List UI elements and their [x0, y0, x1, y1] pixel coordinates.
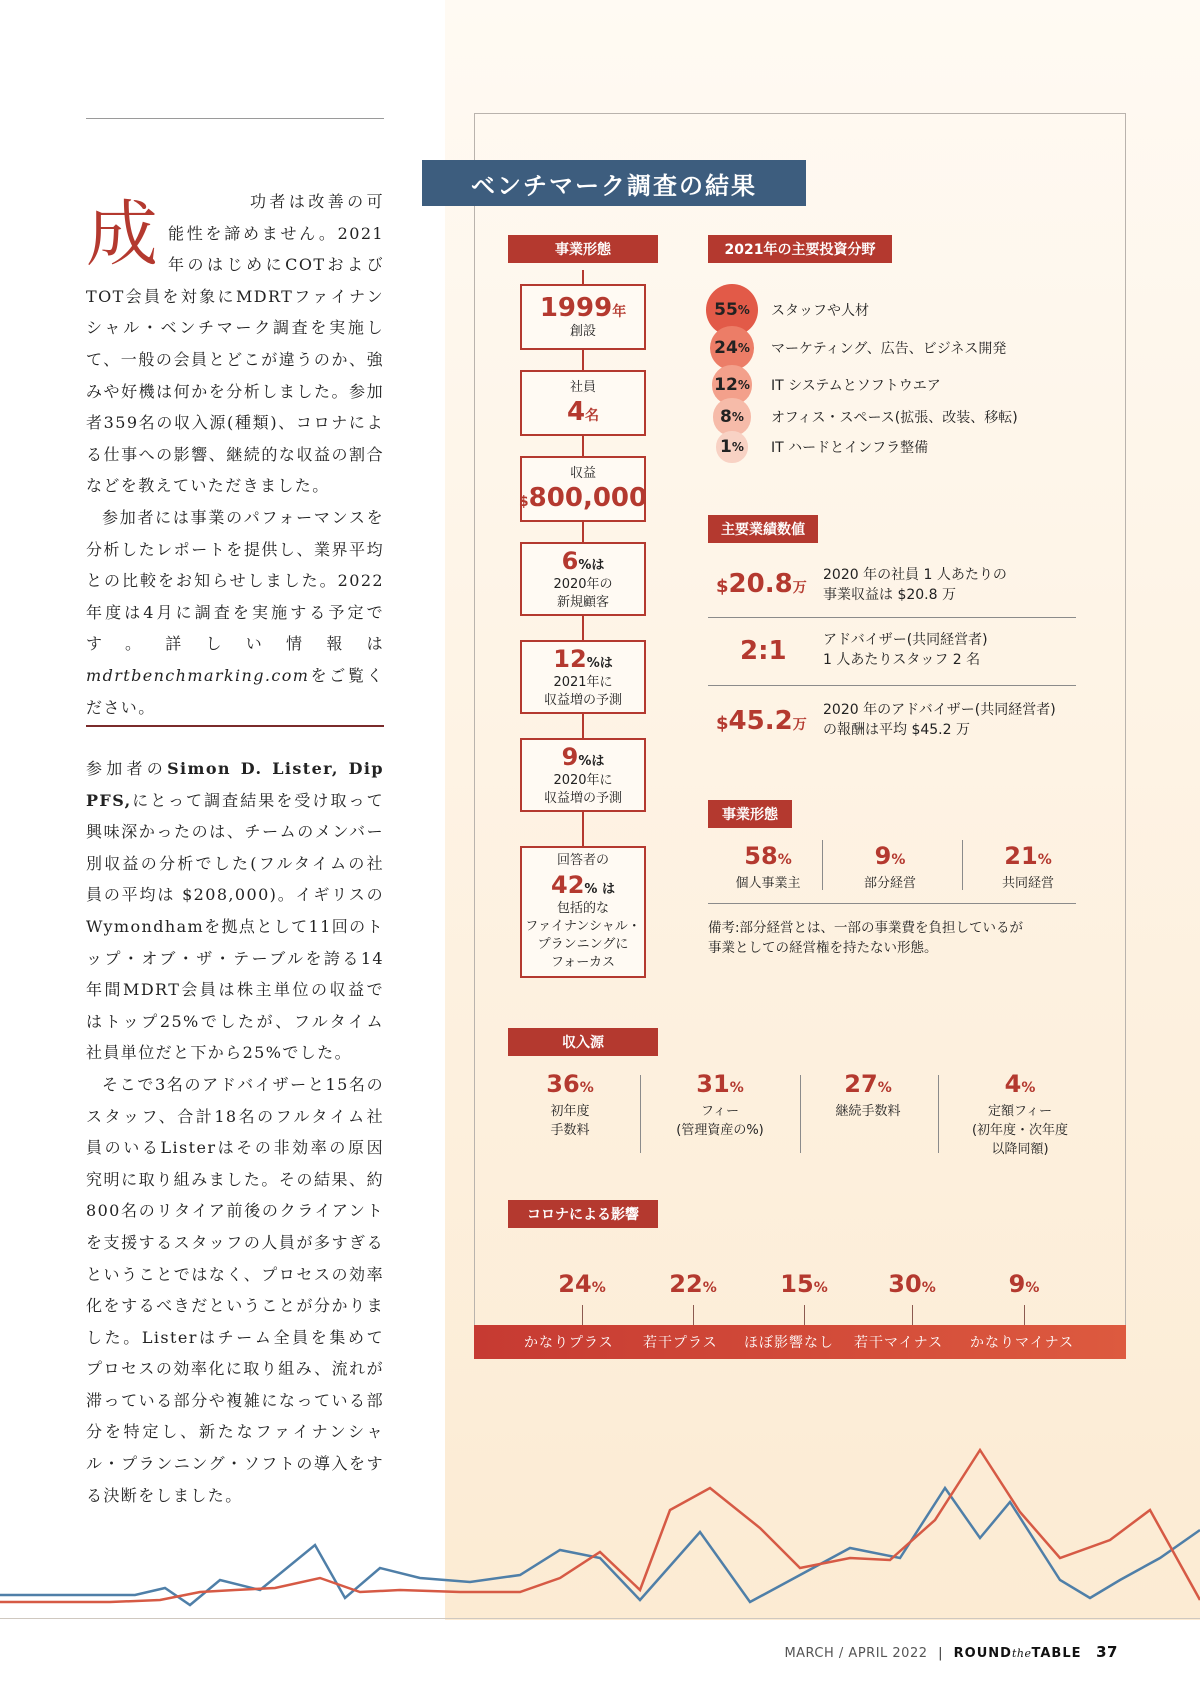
focus-line1: 包括的な: [556, 901, 609, 916]
investment-tag: 2021年の主要投資分野: [708, 235, 892, 263]
kpi-row-3: [708, 686, 1076, 756]
investment-label-5: IT ハードとインフラ整備: [771, 440, 929, 456]
footer-rule: [0, 1618, 1200, 1619]
revenue-currency: $: [518, 494, 529, 510]
investment-circle-4: [713, 398, 750, 435]
structure-stats: [708, 838, 1076, 904]
covid-label-2: 若干プラス: [643, 1335, 718, 1351]
kpi-desc-2: [823, 630, 988, 670]
kpi-cur-1: $: [716, 576, 729, 597]
covid-unit-1: %: [591, 1280, 606, 1296]
kpi-unit-3: 万: [792, 717, 807, 733]
footer-brand-round: ROUND: [953, 1646, 1012, 1661]
footer-separator: |: [938, 1646, 944, 1661]
covid-tick-2: [693, 1305, 694, 1325]
covid-value-1: 24: [558, 1270, 592, 1298]
growth-2020-line2: 収益増の予測: [543, 791, 622, 806]
kpi-num-2: 2:1: [740, 636, 787, 666]
income-line1-3: 継続手数料: [835, 1104, 901, 1119]
new-clients-line1: 2020年の: [553, 577, 613, 592]
kpi-value-2: [740, 636, 787, 666]
article-paragraph-4-text: そこで3名のアドバイザーと15名のスタッフ、合計18名のフルタイム社員のいるListerはその非効率の原因究明に取り組みました。その結果、約800名のリタイア前後のクライアントを支援するスタッフの人員が多すぎるということではなく、プロセスの効率化をするべきだということが分かりました。Listerはチーム全員を集めてプロセスの効率化に取り組み、流れが滞っている部分や複雑になっている部分を特定し、新たなファイナンシャル・プランニング・ソフトの導入をする決断をしました。: [86, 1074, 384, 1505]
covid-stat-5: [974, 1270, 1074, 1298]
staff-box: [520, 370, 646, 436]
structure-stat-2: [830, 842, 950, 893]
growth-2021-line1: 2021年に: [553, 675, 613, 690]
covid-bar: [474, 1325, 1126, 1359]
investment-label-2: マーケティング、広告、ビジネス開発: [771, 341, 1007, 357]
investment-unit-1: %: [737, 302, 750, 317]
investment-unit-5: %: [731, 439, 744, 454]
kpi-row-1: [708, 555, 1076, 618]
investment-unit-2: %: [737, 340, 750, 355]
growth-2020-value: 9: [561, 743, 579, 771]
investment-label-3: IT システムとソフトウエア: [771, 378, 941, 394]
structure-unit-1: %: [777, 852, 792, 868]
structure-note: [708, 918, 1023, 958]
covid-label-5: かなりマイナス: [970, 1335, 1075, 1351]
covid-stat-4: [862, 1270, 962, 1298]
kpi-row-2: [708, 618, 1076, 686]
focus-line0: 回答者の: [556, 853, 609, 868]
covid-tick-4: [912, 1305, 913, 1325]
benchmark-link[interactable]: mdrtbenchmarking.com: [86, 665, 310, 685]
investment-label-1: スタッフや人材: [771, 303, 869, 319]
focus-unit: % は: [584, 882, 615, 897]
growth-2020-unit: %は: [578, 754, 605, 769]
income-stat-2: [650, 1070, 790, 1140]
article-column-2: [86, 753, 384, 1511]
infographic-title: ベンチマーク調査の結果: [422, 160, 806, 206]
article-paragraph-2-end: をご覧ください。: [86, 665, 384, 717]
income-divider-3: [938, 1075, 939, 1153]
structure-divider-2: [962, 840, 963, 890]
growth-2020-box: [520, 738, 646, 812]
income-stat-3: [798, 1070, 938, 1121]
structure-stat-1: [708, 842, 828, 893]
drop-cap: 成: [86, 192, 159, 276]
structure-value-2: 9: [874, 842, 892, 870]
growth-2021-box: [520, 640, 646, 714]
covid-label-1: かなりプラス: [524, 1335, 614, 1351]
kpi-desc-3: [823, 700, 1056, 740]
investment-circle-2: [710, 326, 754, 370]
structure-value-3: 21: [1004, 842, 1038, 870]
covid-unit-3: %: [813, 1280, 828, 1296]
covid-label-4: 若干マイナス: [854, 1335, 944, 1351]
income-line2-4: (初年度・次年度: [971, 1123, 1069, 1138]
investment-value-4: 8: [720, 406, 732, 427]
kpi-cur-3: $: [716, 713, 729, 734]
income-value-4: 4: [1004, 1070, 1022, 1098]
income-tag: 収入源: [508, 1028, 658, 1056]
covid-tag: コロナによる影響: [508, 1200, 658, 1228]
investment-value-2: 24: [714, 337, 738, 358]
kpi-value-3: [716, 706, 807, 736]
income-stat-4: [950, 1070, 1090, 1159]
section-rule: [86, 725, 384, 727]
income-line2-2: (管理資産の%): [676, 1123, 764, 1138]
covid-value-5: 9: [1008, 1270, 1026, 1298]
investment-value-1: 55: [714, 299, 738, 320]
focus-line3: プランニングに: [537, 937, 629, 952]
covid-unit-4: %: [921, 1280, 936, 1296]
kpi-desc-2a: アドバイザー(共同経営者): [823, 632, 988, 648]
top-rule: [86, 118, 384, 119]
member-name: Simon D. Lister, Dip PFS,: [86, 759, 384, 810]
founded-value: 1999: [539, 293, 613, 323]
covid-stat-2: [643, 1270, 743, 1298]
income-line1-4: 定額フィー: [988, 1104, 1052, 1119]
structure-divider-1: [822, 840, 823, 890]
kpi-num-1: 20.8: [728, 569, 793, 599]
article-paragraph-3-b: にとって調査結果を受け取って興味深かったのは、チームのメンバー別収益の分析でした(フルタイムの社員の平均は $208,000)。イギリスのWymondhamを拠点として11回のトップ・オブ・ザ・テーブルを誇る14年間MDRT会員は株主単位の収益ではトップ25%でしたが、フルタイム社員単位だと下から25%でした。: [86, 790, 384, 1063]
structure-note-1: 備考:部分経営とは、一部の事業費を負担しているが: [708, 920, 1024, 936]
income-stats: [500, 1070, 1100, 1160]
growth-2021-value: 12: [553, 645, 587, 673]
revenue-box: [520, 456, 646, 522]
business-profile-tag: 事業形態: [508, 235, 658, 263]
structure-label-1: 個人事業主: [735, 876, 801, 891]
decorative-line-graphic: [0, 1440, 1200, 1620]
footer-issue: MARCH / APRIL 2022: [784, 1646, 928, 1661]
income-line3-4: 以降同額): [991, 1142, 1049, 1157]
focus-line2: ファイナンシャル・: [525, 919, 641, 934]
founded-label: 創設: [569, 324, 596, 339]
kpi-desc-2b: 1 人あたりスタッフ 2 名: [823, 652, 981, 668]
founded-unit: 年: [612, 304, 627, 320]
focus-box: [520, 846, 646, 978]
article-paragraph-1: [86, 186, 384, 502]
kpi-tag: 主要業績数値: [708, 515, 818, 543]
focus-value: 42: [551, 871, 585, 899]
covid-value-4: 30: [888, 1270, 922, 1298]
decorative-red-line: [0, 1450, 1200, 1602]
kpi-desc-3b: の報酬は平均 $45.2 万: [823, 722, 970, 738]
staff-unit: 名: [585, 408, 600, 424]
article-paragraph-1-text: 功者は改善の可能性を諦めません。2021年のはじめにCOTおよびTOT会員を対象にMDRTファイナンシャル・ベンチマーク調査を実施して、一般の会員とどこが違うのか、強みや好機は何かを分析しました。参加者359名の収入源(種類)、コロナによる仕事への影響、継続的な収益の割合などを教えていただきました。: [86, 192, 384, 496]
covid-tick-1: [582, 1305, 583, 1325]
covid-tick-3: [804, 1305, 805, 1325]
income-value-3: 27: [844, 1070, 878, 1098]
covid-unit-2: %: [702, 1280, 717, 1296]
investment-label-4: オフィス・スペース(拡張、改装、移転): [771, 410, 1018, 426]
kpi-desc-1: [823, 565, 1007, 605]
covid-stat-1: [532, 1270, 632, 1298]
income-unit-2: %: [729, 1080, 744, 1096]
footer-brand-the: the: [1011, 1647, 1032, 1660]
revenue-value: 800,000: [528, 483, 648, 513]
structure-label-3: 共同経営: [1001, 876, 1054, 891]
structure-unit-3: %: [1037, 852, 1052, 868]
income-line1-2: フィー: [701, 1104, 739, 1119]
covid-unit-5: %: [1025, 1280, 1040, 1296]
income-divider-1: [640, 1075, 641, 1153]
covid-value-3: 15: [780, 1270, 814, 1298]
revenue-label: 収益: [569, 466, 596, 481]
structure-label-2: 部分経営: [863, 876, 916, 891]
income-line2-1: 手数料: [550, 1123, 590, 1138]
structure-tag: 事業形態: [708, 800, 792, 828]
growth-2020-line1: 2020年に: [553, 773, 613, 788]
investment-circle-5: [716, 431, 747, 462]
income-unit-1: %: [579, 1080, 594, 1096]
staff-label: 社員: [569, 380, 596, 395]
income-unit-4: %: [1021, 1080, 1036, 1096]
covid-tick-5: [1024, 1305, 1025, 1325]
income-stat-1: [500, 1070, 640, 1140]
footer-brand-table: TABLE: [1031, 1646, 1082, 1661]
kpi-desc-1a: 2020 年の社員 1 人あたりの: [823, 567, 1007, 583]
kpi-unit-1: 万: [792, 580, 807, 596]
covid-value-2: 22: [669, 1270, 703, 1298]
kpi-desc-1b: 事業収益は $20.8 万: [823, 587, 956, 603]
kpi-value-1: [716, 569, 807, 599]
structure-value-1: 58: [744, 842, 778, 870]
article-paragraph-2-text: 参加者には事業のパフォーマンスを分析したレポートを提供し、業界平均との比較をお知らせしました。2022年度は4月に調査を実施する予定です。詳しい情報は: [86, 507, 384, 654]
article-paragraph-3-a: 参加者の: [86, 759, 168, 778]
covid-stat-3: [754, 1270, 854, 1298]
investment-value-3: 12: [714, 374, 738, 395]
page-number: 37: [1096, 1643, 1118, 1661]
focus-line4: フォーカス: [550, 955, 616, 970]
decorative-blue-line: [0, 1488, 1200, 1605]
structure-unit-2: %: [891, 852, 906, 868]
growth-2021-line2: 収益増の予測: [543, 693, 622, 708]
article-column-1: [86, 186, 384, 723]
new-clients-value: 6: [561, 547, 579, 575]
new-clients-unit: %は: [578, 558, 605, 573]
new-clients-box: [520, 542, 646, 616]
article-paragraph-2: [86, 502, 384, 723]
staff-value: 4: [566, 397, 586, 427]
income-unit-3: %: [877, 1080, 892, 1096]
investment-unit-3: %: [737, 377, 750, 392]
covid-label-3: ほぼ影響なし: [744, 1335, 834, 1351]
income-line1-1: 初年度: [550, 1104, 590, 1119]
kpi-desc-3a: 2020 年のアドバイザー(共同経営者): [823, 702, 1056, 718]
article-paragraph-3: [86, 753, 384, 1069]
investment-unit-4: %: [731, 409, 744, 424]
footer: [784, 1643, 1118, 1661]
investment-value-5: 1: [720, 436, 732, 457]
kpi-num-3: 45.2: [728, 706, 793, 736]
structure-stat-3: [968, 842, 1088, 893]
structure-note-2: 事業としての経営権を持たない形態。: [708, 940, 938, 956]
growth-2021-unit: %は: [586, 656, 613, 671]
income-value-1: 36: [546, 1070, 580, 1098]
new-clients-line2: 新規顧客: [556, 595, 609, 610]
income-value-2: 31: [696, 1070, 730, 1098]
founded-box: [520, 284, 646, 350]
